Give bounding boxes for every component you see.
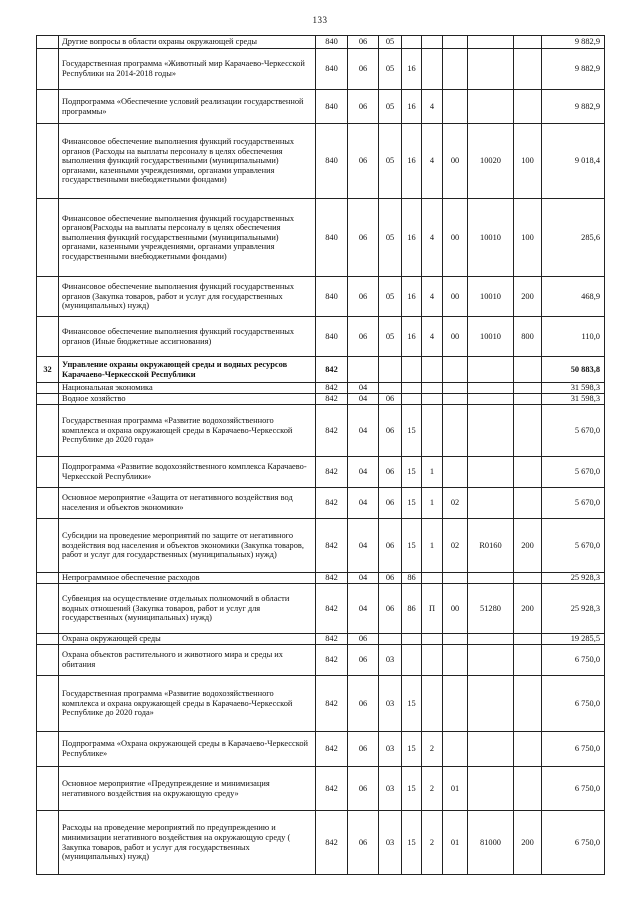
ministry-code-cell: 840 <box>316 277 348 317</box>
amount-cell: 5 670,0 <box>542 488 605 519</box>
row-number-cell <box>37 645 59 676</box>
direction-code-cell <box>468 357 514 383</box>
subsection-code-cell: 03 <box>379 767 402 811</box>
measure-code-cell <box>443 383 468 394</box>
item-name-cell: Водное хозяйство <box>59 394 316 405</box>
expense-type-cell <box>514 767 542 811</box>
program-code-cell: 86 <box>402 584 422 634</box>
ministry-code-cell: 842 <box>316 457 348 488</box>
direction-code-cell <box>468 90 514 124</box>
page-number: 133 <box>312 15 328 25</box>
section-code-cell: 06 <box>348 634 379 645</box>
subsection-code-cell: 03 <box>379 732 402 767</box>
subsection-code-cell: 03 <box>379 811 402 875</box>
ministry-code-cell: 842 <box>316 732 348 767</box>
budget-table <box>36 35 605 875</box>
program-code-cell: 16 <box>402 199 422 277</box>
row-number-cell <box>37 317 59 357</box>
measure-code-cell: 00 <box>443 277 468 317</box>
table-row <box>37 732 605 767</box>
program-code-cell: 15 <box>402 457 422 488</box>
item-name-cell: Охрана окружающей среды <box>59 634 316 645</box>
program-code-cell: 16 <box>402 317 422 357</box>
table-row <box>37 573 605 584</box>
expense-type-cell <box>514 383 542 394</box>
section-code-cell: 06 <box>348 90 379 124</box>
item-name-cell: Подпрограмма «Охрана окружающей среды в Карачаево-Черкесской Республике» <box>59 732 316 767</box>
measure-code-cell <box>443 405 468 457</box>
subsection-code-cell: 05 <box>379 277 402 317</box>
subprogram-code-cell: 2 <box>422 811 443 875</box>
subprogram-code-cell: 2 <box>422 767 443 811</box>
subsection-code-cell: 05 <box>379 36 402 49</box>
table-row <box>37 383 605 394</box>
subprogram-code-cell <box>422 49 443 90</box>
amount-cell: 19 285,5 <box>542 634 605 645</box>
measure-code-cell: 00 <box>443 199 468 277</box>
subprogram-code-cell: 4 <box>422 199 443 277</box>
section-code-cell: 06 <box>348 49 379 90</box>
table-row <box>37 676 605 732</box>
table-row <box>37 405 605 457</box>
item-name-cell: Непрограммное обеспечение расходов <box>59 573 316 584</box>
amount-cell: 6 750,0 <box>542 732 605 767</box>
measure-code-cell <box>443 36 468 49</box>
program-code-cell: 15 <box>402 676 422 732</box>
measure-code-cell: 00 <box>443 584 468 634</box>
subsection-code-cell: 05 <box>379 49 402 90</box>
section-code-cell: 04 <box>348 394 379 405</box>
section-code-cell: 04 <box>348 519 379 573</box>
section-code-cell: 06 <box>348 124 379 199</box>
direction-code-cell <box>468 573 514 584</box>
measure-code-cell <box>443 732 468 767</box>
item-name-cell: Другие вопросы в области охраны окружающей среды <box>59 36 316 49</box>
subsection-code-cell: 06 <box>379 394 402 405</box>
amount-cell: 5 670,0 <box>542 457 605 488</box>
section-code-cell: 04 <box>348 584 379 634</box>
measure-code-cell <box>443 573 468 584</box>
subprogram-code-cell: 4 <box>422 277 443 317</box>
amount-cell: 6 750,0 <box>542 767 605 811</box>
subsection-code-cell: 06 <box>379 488 402 519</box>
expense-type-cell <box>514 36 542 49</box>
row-number-cell <box>37 811 59 875</box>
expense-type-cell <box>514 405 542 457</box>
measure-code-cell: 00 <box>443 317 468 357</box>
ministry-code-cell: 842 <box>316 405 348 457</box>
direction-code-cell <box>468 676 514 732</box>
item-name-cell: Основное мероприятие «Предупреждение и минимизация негативного воздействия на окружающую среду» <box>59 767 316 811</box>
measure-code-cell <box>443 634 468 645</box>
row-number-cell <box>37 90 59 124</box>
measure-code-cell: 01 <box>443 811 468 875</box>
amount-cell: 9 882,9 <box>542 36 605 49</box>
measure-code-cell <box>443 645 468 676</box>
row-number-cell <box>37 36 59 49</box>
row-number-cell <box>37 199 59 277</box>
row-number-cell <box>37 573 59 584</box>
direction-code-cell <box>468 645 514 676</box>
amount-cell: 9 018,4 <box>542 124 605 199</box>
item-name-cell: Субсидии на проведение мероприятий по защите от негативного воздействия вод населения и объектов экономики (Закупка товаров, работ и услуг для государственных (муниципальных) нужд) <box>59 519 316 573</box>
program-code-cell: 15 <box>402 405 422 457</box>
subprogram-code-cell: 4 <box>422 90 443 124</box>
ministry-code-cell: 842 <box>316 488 348 519</box>
expense-type-cell: 200 <box>514 811 542 875</box>
item-name-cell: Субвенция на осуществление отдельных полномочий в области водных отношений (Закупка товаров, работ и услуг для государственных (муниципальных) нужд) <box>59 584 316 634</box>
direction-code-cell <box>468 634 514 645</box>
expense-type-cell <box>514 90 542 124</box>
measure-code-cell <box>443 457 468 488</box>
subsection-code-cell: 05 <box>379 124 402 199</box>
ministry-code-cell: 840 <box>316 124 348 199</box>
table-row <box>37 645 605 676</box>
ministry-code-cell: 842 <box>316 573 348 584</box>
section-code-cell: 06 <box>348 676 379 732</box>
subprogram-code-cell <box>422 634 443 645</box>
row-number-cell <box>37 457 59 488</box>
amount-cell: 50 883,8 <box>542 357 605 383</box>
measure-code-cell: 01 <box>443 767 468 811</box>
section-code-cell: 06 <box>348 767 379 811</box>
subprogram-code-cell: 2 <box>422 732 443 767</box>
item-name-cell: Подпрограмма «Развитие водохозяйственного комплекса Карачаево-Черкесской Республики» <box>59 457 316 488</box>
table-row <box>37 317 605 357</box>
subsection-code-cell: 05 <box>379 199 402 277</box>
section-code-cell: 04 <box>348 457 379 488</box>
row-number-cell <box>37 767 59 811</box>
expense-type-cell: 800 <box>514 317 542 357</box>
measure-code-cell <box>443 394 468 405</box>
amount-cell: 6 750,0 <box>542 811 605 875</box>
subprogram-code-cell <box>422 394 443 405</box>
item-name-cell: Финансовое обеспечение выполнения функций государственных органов (Иные бюджетные ассигнования) <box>59 317 316 357</box>
measure-code-cell: 00 <box>443 124 468 199</box>
row-number-cell <box>37 584 59 634</box>
ministry-code-cell: 842 <box>316 811 348 875</box>
program-code-cell <box>402 36 422 49</box>
row-number-cell <box>37 124 59 199</box>
row-number-cell <box>37 49 59 90</box>
table-row <box>37 634 605 645</box>
expense-type-cell <box>514 573 542 584</box>
amount-cell: 5 670,0 <box>542 405 605 457</box>
measure-code-cell <box>443 90 468 124</box>
ministry-code-cell: 842 <box>316 394 348 405</box>
row-number-cell <box>37 277 59 317</box>
subprogram-code-cell <box>422 645 443 676</box>
ministry-code-cell: 842 <box>316 519 348 573</box>
item-name-cell: Государственная программа «Животный мир Карачаево-Черкесской Республики на 2014-2018 годы» <box>59 49 316 90</box>
program-code-cell: 16 <box>402 49 422 90</box>
ministry-code-cell: 840 <box>316 49 348 90</box>
amount-cell: 25 928,3 <box>542 573 605 584</box>
table-row <box>37 394 605 405</box>
program-code-cell <box>402 383 422 394</box>
amount-cell: 9 882,9 <box>542 49 605 90</box>
program-code-cell: 16 <box>402 124 422 199</box>
table-row <box>37 519 605 573</box>
program-code-cell: 15 <box>402 732 422 767</box>
direction-code-cell: 51280 <box>468 584 514 634</box>
subprogram-code-cell <box>422 383 443 394</box>
subprogram-code-cell: 1 <box>422 519 443 573</box>
direction-code-cell: 10010 <box>468 199 514 277</box>
subsection-code-cell: 05 <box>379 317 402 357</box>
amount-cell: 31 598,3 <box>542 383 605 394</box>
expense-type-cell <box>514 357 542 383</box>
row-number-cell <box>37 383 59 394</box>
direction-code-cell <box>468 732 514 767</box>
expense-type-cell: 100 <box>514 124 542 199</box>
section-code-cell: 06 <box>348 36 379 49</box>
program-code-cell: 15 <box>402 519 422 573</box>
subsection-code-cell: 06 <box>379 584 402 634</box>
amount-cell: 285,6 <box>542 199 605 277</box>
program-code-cell: 16 <box>402 277 422 317</box>
direction-code-cell <box>468 457 514 488</box>
subsection-code-cell <box>379 357 402 383</box>
measure-code-cell <box>443 676 468 732</box>
subprogram-code-cell <box>422 573 443 584</box>
direction-code-cell: 10010 <box>468 277 514 317</box>
subprogram-code-cell <box>422 405 443 457</box>
subsection-code-cell: 06 <box>379 519 402 573</box>
section-code-cell: 06 <box>348 317 379 357</box>
subsection-code-cell <box>379 634 402 645</box>
expense-type-cell: 200 <box>514 277 542 317</box>
direction-code-cell: 10010 <box>468 317 514 357</box>
section-code-cell: 06 <box>348 199 379 277</box>
program-code-cell <box>402 634 422 645</box>
direction-code-cell: 81000 <box>468 811 514 875</box>
table-row <box>37 124 605 199</box>
ministry-code-cell: 840 <box>316 317 348 357</box>
measure-code-cell <box>443 357 468 383</box>
subprogram-code-cell <box>422 357 443 383</box>
amount-cell: 6 750,0 <box>542 645 605 676</box>
amount-cell: 6 750,0 <box>542 676 605 732</box>
expense-type-cell <box>514 394 542 405</box>
section-code-cell: 06 <box>348 645 379 676</box>
subprogram-code-cell <box>422 676 443 732</box>
amount-cell: 25 928,3 <box>542 584 605 634</box>
subsection-code-cell: 06 <box>379 573 402 584</box>
measure-code-cell: 02 <box>443 519 468 573</box>
item-name-cell: Финансовое обеспечение выполнения функций государственных органов (Расходы на выплаты персоналу в целях обеспечения выполнения функций государственными (муниципальными) органами, казенными учреждениями, органами управления государственными внебюджетными фондами) <box>59 124 316 199</box>
section-code-cell: 04 <box>348 573 379 584</box>
expense-type-cell <box>514 457 542 488</box>
measure-code-cell <box>443 49 468 90</box>
measure-code-cell: 02 <box>443 488 468 519</box>
ministry-code-cell: 842 <box>316 357 348 383</box>
section-code-cell: 04 <box>348 488 379 519</box>
ministry-code-cell: 840 <box>316 36 348 49</box>
table-row <box>37 584 605 634</box>
direction-code-cell <box>468 488 514 519</box>
direction-code-cell: 10020 <box>468 124 514 199</box>
ministry-code-cell: 840 <box>316 90 348 124</box>
subprogram-code-cell <box>422 36 443 49</box>
table-row <box>37 90 605 124</box>
direction-code-cell <box>468 36 514 49</box>
direction-code-cell <box>468 394 514 405</box>
row-number-cell <box>37 676 59 732</box>
expense-type-cell <box>514 634 542 645</box>
row-number-cell <box>37 634 59 645</box>
amount-cell: 31 598,3 <box>542 394 605 405</box>
ministry-code-cell: 842 <box>316 676 348 732</box>
row-number-cell <box>37 732 59 767</box>
amount-cell: 5 670,0 <box>542 519 605 573</box>
subprogram-code-cell: П <box>422 584 443 634</box>
expense-type-cell: 100 <box>514 199 542 277</box>
table-row <box>37 767 605 811</box>
table-row <box>37 357 605 383</box>
ministry-code-cell: 842 <box>316 645 348 676</box>
amount-cell: 468,9 <box>542 277 605 317</box>
subsection-code-cell: 03 <box>379 645 402 676</box>
table-row <box>37 457 605 488</box>
program-code-cell: 15 <box>402 488 422 519</box>
item-name-cell: Управление охраны окружающей среды и водных ресурсов Карачаево-Черкесской Республики <box>59 357 316 383</box>
item-name-cell: Национальная экономика <box>59 383 316 394</box>
expense-type-cell <box>514 676 542 732</box>
expense-type-cell: 200 <box>514 519 542 573</box>
ministry-code-cell: 842 <box>316 383 348 394</box>
table-row <box>37 36 605 49</box>
expense-type-cell: 200 <box>514 584 542 634</box>
ministry-code-cell: 842 <box>316 767 348 811</box>
section-code-cell: 06 <box>348 732 379 767</box>
item-name-cell: Государственная программа «Развитие водохозяйственного комплекса и охрана окружающей среды в Карачаево-Черкесской Республике до 2020 года» <box>59 405 316 457</box>
table-row <box>37 199 605 277</box>
program-code-cell: 16 <box>402 90 422 124</box>
item-name-cell: Подпрограмма «Обеспечение условий реализации государственной программы» <box>59 90 316 124</box>
subprogram-code-cell: 4 <box>422 124 443 199</box>
row-number-cell <box>37 405 59 457</box>
direction-code-cell <box>468 49 514 90</box>
subsection-code-cell: 05 <box>379 90 402 124</box>
item-name-cell: Расходы на проведение мероприятий по предупреждению и минимизации негативного воздействия на окружающую среду ( Закупка товаров, работ и услуг для государственных (муниципальных) нужд) <box>59 811 316 875</box>
section-code-cell: 06 <box>348 811 379 875</box>
direction-code-cell <box>468 767 514 811</box>
ministry-code-cell: 842 <box>316 634 348 645</box>
expense-type-cell <box>514 49 542 90</box>
ministry-code-cell: 842 <box>316 584 348 634</box>
item-name-cell: Государственная программа «Развитие водохозяйственного комплекса и охрана окружающей среды в Карачаево-Черкесской Республике до 2020 года» <box>59 676 316 732</box>
expense-type-cell <box>514 645 542 676</box>
program-code-cell <box>402 357 422 383</box>
program-code-cell <box>402 645 422 676</box>
ministry-code-cell: 840 <box>316 199 348 277</box>
direction-code-cell: R0160 <box>468 519 514 573</box>
section-code-cell: 06 <box>348 277 379 317</box>
table-row <box>37 49 605 90</box>
row-number-cell: 32 <box>37 357 59 383</box>
amount-cell: 110,0 <box>542 317 605 357</box>
table-row <box>37 277 605 317</box>
subprogram-code-cell: 1 <box>422 457 443 488</box>
program-code-cell <box>402 394 422 405</box>
item-name-cell: Охрана объектов растительного и животного мира и среды их обитания <box>59 645 316 676</box>
item-name-cell: Финансовое обеспечение выполнения функций государственных органов(Расходы на выплаты персоналу в целях обеспечения выполнения функций государственными (муниципальными) органами, казенными учреждениями, органами управления государственными внебюджетными фондами) <box>59 199 316 277</box>
subsection-code-cell <box>379 383 402 394</box>
section-code-cell <box>348 357 379 383</box>
section-code-cell: 04 <box>348 383 379 394</box>
table-row <box>37 488 605 519</box>
subprogram-code-cell: 4 <box>422 317 443 357</box>
subsection-code-cell: 03 <box>379 676 402 732</box>
row-number-cell <box>37 394 59 405</box>
direction-code-cell <box>468 383 514 394</box>
subprogram-code-cell: 1 <box>422 488 443 519</box>
table-row <box>37 811 605 875</box>
program-code-cell: 86 <box>402 573 422 584</box>
amount-cell: 9 882,9 <box>542 90 605 124</box>
item-name-cell: Основное мероприятие «Защита от негативного воздействия вод населения и объектов экономики» <box>59 488 316 519</box>
subsection-code-cell: 06 <box>379 405 402 457</box>
expense-type-cell <box>514 732 542 767</box>
direction-code-cell <box>468 405 514 457</box>
subsection-code-cell: 06 <box>379 457 402 488</box>
budget-table-body <box>37 36 605 875</box>
row-number-cell <box>37 488 59 519</box>
program-code-cell: 15 <box>402 767 422 811</box>
row-number-cell <box>37 519 59 573</box>
item-name-cell: Финансовое обеспечение выполнения функций государственных органов (Закупка товаров, работ и услуг для государственных (муниципальных) нужд) <box>59 277 316 317</box>
program-code-cell: 15 <box>402 811 422 875</box>
expense-type-cell <box>514 488 542 519</box>
section-code-cell: 04 <box>348 405 379 457</box>
